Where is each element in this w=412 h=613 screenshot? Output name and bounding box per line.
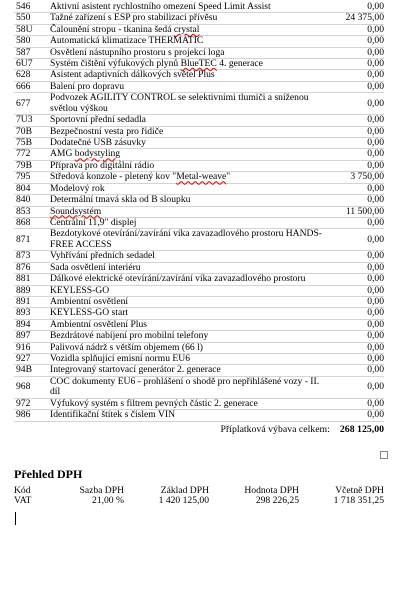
spellcheck-word: Soundsystém	[50, 205, 102, 217]
item-code: 628	[16, 69, 31, 81]
item-code: 968	[16, 381, 31, 393]
item-description: Automatická klimatizace THERMATIC	[50, 35, 204, 47]
item-price: 0,00	[367, 35, 384, 47]
item-code: 587	[16, 46, 31, 58]
item-description: Podvozek AGILITY CONTROL se selektivními tlumiči a sníženou světlou výškou	[50, 92, 309, 114]
item-description: Systém čištění výfukových plynů BlueTEC 4. generace	[50, 58, 263, 70]
total-value: 268 125,00	[339, 423, 384, 435]
item-code: 894	[16, 318, 31, 330]
item-price: 0,00	[367, 397, 384, 409]
table-row	[14, 172, 384, 183]
item-price: 0,00	[367, 216, 384, 228]
item-description: Bezdotykové otevírání/zavírání víka zavazadlového prostoru HANDS-FREE ACCESS	[50, 228, 323, 250]
item-code: 6U7	[16, 58, 33, 70]
item-code: 94B	[16, 364, 32, 376]
item-price: 3 750,00	[350, 171, 384, 183]
item-description: Čalounění stropu - tkanina šedá crystal	[50, 23, 200, 35]
item-code: 853	[16, 205, 31, 217]
item-price: 0,00	[367, 80, 384, 92]
item-description: Výfukový systém s filtrem pevných částic 2. generace	[50, 397, 258, 409]
item-code: 881	[16, 273, 31, 285]
item-price: 0,00	[367, 233, 384, 245]
table-row	[14, 93, 384, 115]
table-row	[14, 274, 384, 285]
table-row	[14, 410, 384, 421]
item-description: Palivová nádrž s větším objemem (66 l)	[50, 341, 203, 353]
item-price: 0,00	[367, 148, 384, 160]
item-price: 0,00	[367, 46, 384, 58]
total-label: Příplatková výbava celkem:	[220, 423, 330, 435]
item-description: Determální tmavá skla od B sloupku	[50, 194, 191, 206]
table-row	[14, 331, 384, 342]
vat-header-rate: Sazba DPH	[79, 485, 124, 496]
vat-overview-title: Přehled DPH	[14, 467, 83, 481]
item-code: 666	[16, 80, 31, 92]
item-description: Vozidla splňující emisní normu EU6	[50, 352, 190, 364]
item-code: 7U3	[16, 114, 33, 126]
item-description: Osvětlení nástupního prostoru s projekcí loga	[50, 46, 225, 58]
item-price: 0,00	[367, 125, 384, 137]
vat-header-base: Základ DPH	[160, 485, 209, 496]
item-price: 24 375,00	[345, 12, 384, 24]
item-price: 0,00	[367, 194, 384, 206]
item-code: 772	[16, 148, 31, 160]
item-code: 58U	[16, 23, 33, 35]
table-row	[14, 229, 384, 251]
item-price: 0,00	[367, 352, 384, 364]
item-code: 79B	[16, 159, 32, 171]
item-code: 891	[16, 295, 31, 307]
item-code: 868	[16, 216, 31, 228]
item-description: Příprava pro digitální rádio	[50, 159, 155, 171]
item-price: 11 500,00	[345, 205, 384, 217]
item-code: 580	[16, 35, 31, 47]
item-description: Vyhřívání předních sedadel	[50, 250, 155, 262]
item-description: Aktivní asistent rychlostního omezení Speed Limit Assist	[50, 1, 271, 12]
item-price: 0,00	[367, 364, 384, 376]
vat-table-row	[14, 496, 384, 506]
table-row	[14, 251, 384, 262]
item-price: 0,00	[367, 159, 384, 171]
item-code: 986	[16, 409, 31, 421]
item-price: 0,00	[367, 58, 384, 70]
table-resize-handle[interactable]	[380, 451, 388, 459]
vat-header-total: Včetně DPH	[335, 485, 384, 496]
table-row	[14, 115, 384, 126]
item-description: Sportovní přední sedadla	[50, 114, 146, 126]
item-price: 0,00	[367, 284, 384, 296]
item-code: 893	[16, 307, 31, 319]
item-code: 916	[16, 341, 31, 353]
item-code: 972	[16, 397, 31, 409]
item-description: Dálkové elektrické otevírání/zavírání víka zavazadlového prostoru	[50, 273, 306, 285]
equipment-table	[14, 2, 384, 435]
item-price: 0,00	[367, 114, 384, 126]
item-code: 871	[16, 233, 31, 245]
equipment-total	[14, 424, 384, 435]
item-description: Bezdrátové nabíjení pro mobilní telefony	[50, 330, 209, 342]
item-description: Sada osvětlení interiéru	[50, 261, 141, 273]
item-price: 0,00	[367, 307, 384, 319]
item-code: 75B	[16, 137, 32, 149]
text-cursor	[15, 512, 16, 525]
item-price: 0,00	[367, 341, 384, 353]
item-price: 0,00	[367, 97, 384, 109]
item-price: 0,00	[367, 409, 384, 421]
item-description: AMG bodystyling	[50, 148, 121, 160]
item-price: 0,00	[367, 137, 384, 149]
vat-header-code: Kód	[14, 485, 31, 496]
vat-cell-code: VAT	[14, 495, 32, 507]
vat-cell-total: 1 718 351,25	[333, 495, 384, 507]
item-code: 897	[16, 330, 31, 342]
item-price: 0,00	[367, 182, 384, 194]
item-description: Balení pro dopravu	[50, 80, 125, 92]
item-price: 0,00	[367, 23, 384, 35]
item-description: Středová konzole - pletený kov "Metal-weave"	[50, 171, 231, 183]
item-description: Ambientní osvětlení	[50, 295, 129, 307]
item-description: Ambientní osvětlení Plus	[50, 318, 148, 330]
vat-cell-rate: 21,00 %	[92, 495, 124, 507]
item-code: 889	[16, 284, 31, 296]
spellcheck-word: BlueTEC	[180, 58, 217, 70]
vat-cell-base: 1 420 125,00	[158, 495, 209, 507]
item-price: 0,00	[367, 273, 384, 285]
spellcheck-word: Metal-weave	[176, 171, 227, 183]
item-description: Identifikační štítek s číslem VIN	[50, 409, 176, 421]
item-description: COC dokumenty EU6 - prohlášení o shodě pro nepřihlášené vozy - II. díl	[50, 375, 320, 398]
item-description: Dodatečné USB zásuvky	[50, 137, 146, 149]
item-code: 546	[16, 1, 31, 12]
item-price: 0,00	[367, 69, 384, 81]
item-price: 0,00	[367, 250, 384, 262]
item-code: 677	[16, 97, 31, 109]
item-description: Modelový rok	[50, 182, 105, 194]
item-price: 0,00	[367, 295, 384, 307]
item-description: Centrální 11,9" displej	[50, 216, 137, 228]
item-code: 550	[16, 12, 31, 24]
item-price: 0,00	[367, 261, 384, 273]
item-description: KEYLESS-GO start	[50, 307, 129, 319]
item-price: 0,00	[367, 381, 384, 393]
item-code: 70B	[16, 125, 32, 137]
vat-cell-amount: 298 226,25	[255, 495, 299, 507]
item-code: 873	[16, 250, 31, 262]
item-code: 876	[16, 261, 31, 273]
item-price: 0,00	[367, 318, 384, 330]
item-description: Integrovaný startovací generátor 2. generace	[50, 364, 221, 376]
item-code: 804	[16, 182, 31, 194]
table-row	[14, 36, 384, 47]
item-description: KEYLESS-GO	[50, 284, 110, 296]
item-description: Bezpečnostní vesta pro řidiče	[50, 125, 164, 137]
item-code: 927	[16, 352, 31, 364]
item-description: Asistent adaptivních dálkových světel Plus	[50, 69, 215, 81]
item-description	[48, 207, 326, 217]
item-description: Tažné zařízení s ESP pro stabilizaci přívěsu	[50, 12, 218, 24]
spellcheck-word: bodystyling	[74, 148, 121, 160]
vat-header-amount: Hodnota DPH	[244, 485, 299, 496]
item-code: 840	[16, 194, 31, 206]
item-code: 795	[16, 171, 31, 183]
item-price: 0,00	[367, 330, 384, 342]
item-price: 0,00	[367, 1, 384, 12]
vat-table	[14, 486, 384, 507]
table-row	[14, 377, 384, 399]
spellcheck-word: crystal	[173, 23, 200, 35]
